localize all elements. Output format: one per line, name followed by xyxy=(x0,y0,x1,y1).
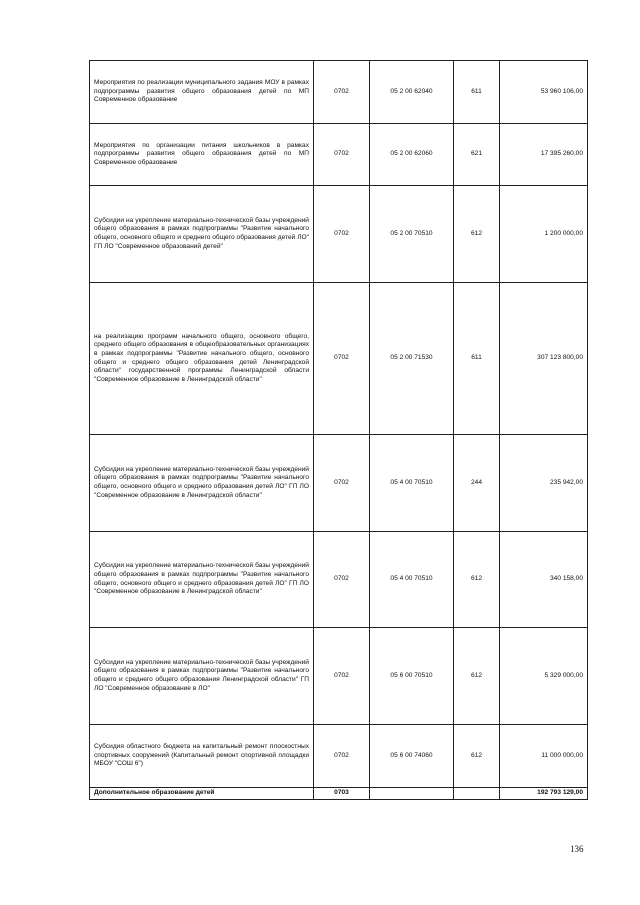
row-target: 05 4 00 70510 xyxy=(370,532,454,628)
table-row xyxy=(90,61,588,124)
row-name: Мероприятия по реализации муниципального задания МОУ в рамках подпрограммы развития общего образования детей по МП Современное образование xyxy=(90,61,314,124)
row-section: 0702 xyxy=(314,435,370,532)
row-expense-type: 244 xyxy=(454,435,500,532)
row-section: 0702 xyxy=(314,628,370,725)
row-sum: 11 000 000,00 xyxy=(500,725,588,788)
total-row xyxy=(90,788,588,800)
row-expense-type: 612 xyxy=(454,725,500,788)
table-row xyxy=(90,435,588,532)
total-expense-type xyxy=(454,788,500,800)
row-name: Субсидии на укрепление материально-технической базы учреждений общего образования в рамках подпрограммы "Развитие начального общего, основного общего и среднего образования детей ЛО" ГП ЛО "Современное образование в Ленинградской области" xyxy=(90,435,314,532)
row-expense-type: 612 xyxy=(454,532,500,628)
row-name: Субсидии на укрепление материально-технической базы учреждений общего образования в рамках подпрограммы "Развитие начального общего, основного общего и среднего образования детей ЛО" ГП ЛО "Современное образование в Ленинградской области" xyxy=(90,532,314,628)
total-section: 0703 xyxy=(314,788,370,800)
row-target: 05 6 00 74060 xyxy=(370,725,454,788)
total-name: Дополнительное образование детей xyxy=(90,788,314,800)
row-target: 05 2 00 62060 xyxy=(370,124,454,186)
row-name: на реализацию программ начального общего, основного общего, среднего общего образования в общеобразовательных организациях в рамках подпрограммы "Развитие начального общего, основного общего и среднего общего образования детей Ленинградской области" государственной программы Ленинградской области "Современное образование в Ленинградской области" xyxy=(90,283,314,435)
total-target xyxy=(370,788,454,800)
table-row xyxy=(90,532,588,628)
row-target: 05 2 00 62040 xyxy=(370,61,454,124)
row-target: 05 2 00 71530 xyxy=(370,283,454,435)
row-section: 0702 xyxy=(314,283,370,435)
row-target: 05 6 00 70510 xyxy=(370,628,454,725)
row-expense-type: 612 xyxy=(454,186,500,283)
table-row xyxy=(90,124,588,186)
table-row xyxy=(90,628,588,725)
row-section: 0702 xyxy=(314,124,370,186)
budget-table xyxy=(89,60,588,800)
row-expense-type: 612 xyxy=(454,628,500,725)
row-name: Субсидии на укрепление материально-технической базы учреждений общего образования в рамках подпрограммы "Развитие начального общего и среднего общего образования Ленинградской области" ГП ЛО "Современное образование в ЛО" xyxy=(90,628,314,725)
row-expense-type: 621 xyxy=(454,124,500,186)
row-section: 0702 xyxy=(314,725,370,788)
table-row xyxy=(90,283,588,435)
row-sum: 235 942,00 xyxy=(500,435,588,532)
row-expense-type: 611 xyxy=(454,283,500,435)
table-row xyxy=(90,725,588,788)
row-sum: 17 395 260,00 xyxy=(500,124,588,186)
row-section: 0702 xyxy=(314,61,370,124)
row-target: 05 4 00 70510 xyxy=(370,435,454,532)
row-sum: 1 200 000,00 xyxy=(500,186,588,283)
row-sum: 53 960 106,00 xyxy=(500,61,588,124)
row-sum: 5 329 000,00 xyxy=(500,628,588,725)
row-name: Субсидии на укрепление материально-технической базы учреждений общего образования в рамках подпрограммы "Развитие начального общего, основного общего и среднего общего образования детей ЛО" ГП ЛО "Современное образований детей" xyxy=(90,186,314,283)
table-row xyxy=(90,186,588,283)
row-target: 05 2 00 70510 xyxy=(370,186,454,283)
row-sum: 340 158,00 xyxy=(500,532,588,628)
row-expense-type: 611 xyxy=(454,61,500,124)
total-sum: 192 793 129,00 xyxy=(500,788,588,800)
row-section: 0702 xyxy=(314,532,370,628)
row-name: Мероприятия по организации питания школьников в рамках подпрограммы развития общего образования детей по МП Современное образование xyxy=(90,124,314,186)
page-number: 136 xyxy=(570,844,584,854)
row-sum: 307 123 800,00 xyxy=(500,283,588,435)
row-name: Субсидия областного бюджета на капитальный ремонт плоскостных спортивных сооружений (Капитальный ремонт спортивной площадки МБОУ "СОШ 6") xyxy=(90,725,314,788)
row-section: 0702 xyxy=(314,186,370,283)
